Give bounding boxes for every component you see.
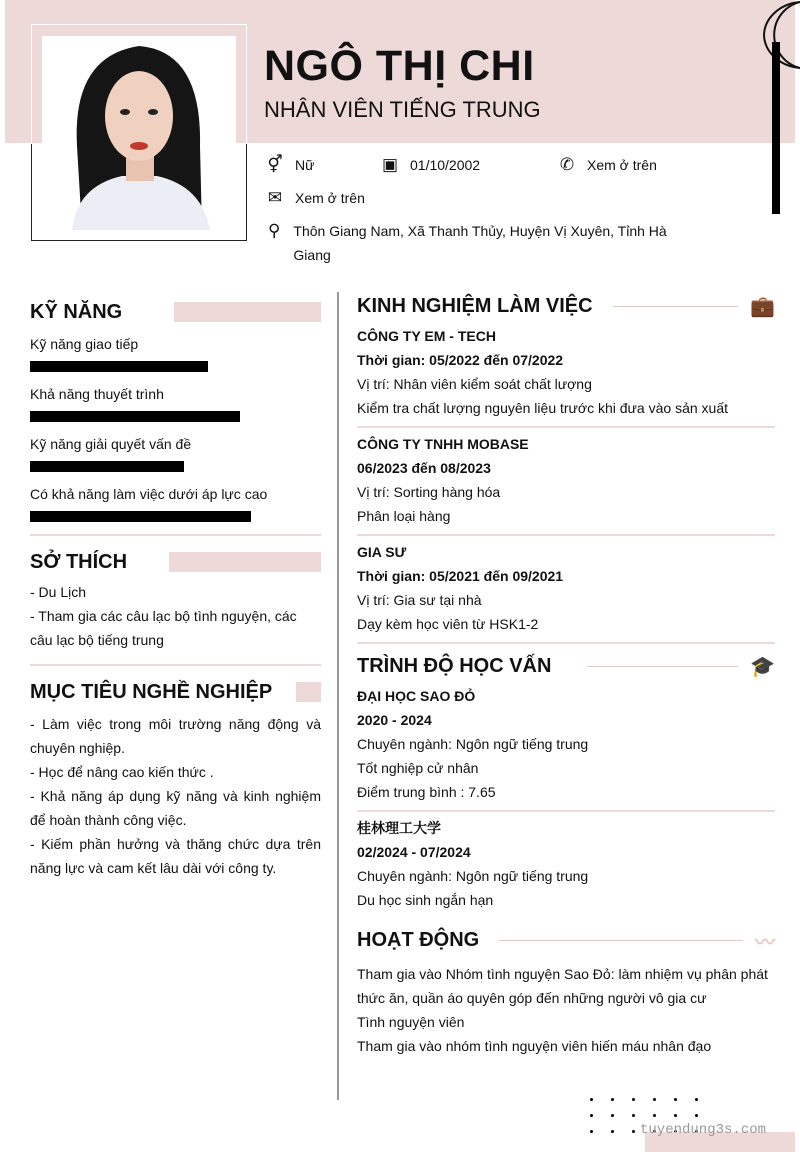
email-value: Xem ở trên <box>295 190 365 206</box>
calendar-icon: ▣ <box>381 155 399 174</box>
title-accent <box>174 302 321 322</box>
decor-circle <box>762 0 800 70</box>
objective-title: MỤC TIÊU NGHỀ NGHIỆP <box>30 680 273 703</box>
entry-divider <box>357 426 775 428</box>
work-description: Phân loại hàng <box>357 508 451 524</box>
company-name: CÔNG TY EM - TECH <box>357 328 496 344</box>
title-accent <box>169 552 321 572</box>
school-name: ĐẠI HỌC SAO ĐỎ <box>357 688 476 704</box>
decor-bar <box>772 42 780 214</box>
education-title: TRÌNH ĐỘ HỌC VẤN <box>357 654 552 677</box>
gender-value: Nữ <box>295 157 315 173</box>
skills-title: KỸ NĂNG <box>30 300 123 323</box>
briefcase-icon: 💼 <box>750 295 775 318</box>
dot <box>674 1114 677 1117</box>
dot <box>590 1114 593 1117</box>
school-name: 桂林理工大学 <box>357 820 441 836</box>
company-name: CÔNG TY TNHH MOBASE <box>357 436 529 452</box>
title-accent <box>296 682 321 702</box>
dot <box>674 1098 677 1101</box>
objective-item: - Khả năng áp dụng kỹ năng và kinh nghiệm để hoàn thành công việc. <box>30 788 321 828</box>
experience-title: KINH NGHIỆM LÀM VIỆC <box>357 294 593 317</box>
title-line <box>499 940 743 941</box>
dot <box>611 1098 614 1101</box>
location-pin-icon: ⚲ <box>267 221 281 240</box>
skill-level-bar <box>30 511 251 522</box>
dob-row <box>380 153 480 177</box>
education-detail: Chuyên ngành: Ngôn ngữ tiếng trung <box>357 868 589 884</box>
left-column <box>30 296 321 880</box>
skill-label: Kỹ năng giải quyết vấn đề <box>30 436 192 452</box>
education-section-title <box>357 650 775 682</box>
envelope-icon: ✉ <box>267 188 283 207</box>
dot <box>590 1130 593 1133</box>
hobbies-title: SỞ THÍCH <box>30 550 128 573</box>
dot <box>695 1098 698 1101</box>
work-period: Thời gian: 05/2021 đến 09/2021 <box>357 568 564 584</box>
gender-icon: ⚥ <box>267 155 283 174</box>
email-row <box>265 186 365 210</box>
skill-label: Khả năng thuyết trình <box>30 386 164 402</box>
entry-divider <box>357 642 775 644</box>
work-position: Vị trí: Gia sư tại nhà <box>357 592 482 608</box>
activity-line: Tham gia vào nhóm tình nguyện viên hiến máu nhân đạo <box>357 1038 712 1054</box>
dot <box>632 1098 635 1101</box>
skill-label: Có khả năng làm việc dưới áp lực cao <box>30 486 268 502</box>
phone-row <box>557 153 657 177</box>
work-period: Thời gian: 05/2022 đến 07/2022 <box>357 352 564 368</box>
objective-item: - Làm việc trong môi trường năng động và chuyên nghiệp. <box>30 716 321 756</box>
dot <box>611 1114 614 1117</box>
objective-item: - Kiếm phần hưởng và thăng chức dựa trên năng lực và cam kết lâu dài với công ty. <box>30 836 321 876</box>
dot <box>632 1114 635 1117</box>
skills-list <box>30 332 321 522</box>
section-divider <box>30 534 321 536</box>
company-name: GIA SƯ <box>357 544 407 560</box>
graduation-cap-icon: 🎓 <box>750 655 775 678</box>
experience-section-title <box>357 290 775 322</box>
activity-line: Tham gia vào Nhóm tình nguyện Sao Đỏ: làm nhiệm vụ phân phát thức ăn, quần áo quyên góp đến những người vô gia cư <box>357 966 768 1006</box>
work-description: Kiểm tra chất lượng nguyên liệu trước khi đưa vào sản xuất <box>357 400 728 416</box>
work-description: Dạy kèm học viên từ HSK1-2 <box>357 616 539 632</box>
objective-item: - Học để nâng cao kiến thức . <box>30 764 214 780</box>
activities-section-title <box>357 924 775 956</box>
activity-line: Tình nguyện viên <box>357 1014 465 1030</box>
dot <box>695 1114 698 1117</box>
hobbies-section-title <box>30 546 321 578</box>
dot <box>653 1114 656 1117</box>
skill-level-bar <box>30 361 208 372</box>
dob-value: 01/10/2002 <box>410 157 481 173</box>
candidate-name: NGÔ THỊ CHI <box>264 42 535 90</box>
gender-row <box>265 153 314 177</box>
address-row <box>265 219 675 267</box>
experience-list <box>357 324 775 644</box>
dot <box>590 1098 593 1101</box>
education-detail: Điểm trung bình : 7.65 <box>357 784 496 800</box>
work-position: Vị trí: Nhân viên kiểm soát chất lượng <box>357 376 592 392</box>
address-value: Thôn Giang Nam, Xã Thanh Thủy, Huyện Vị Xuyên, Tỉnh Hà Giang <box>293 223 667 263</box>
title-line <box>613 306 739 307</box>
education-detail: Du học sinh ngắn hạn <box>357 892 494 908</box>
work-position: Vị trí: Sorting hàng hóa <box>357 484 501 500</box>
dot <box>611 1130 614 1133</box>
entry-divider <box>357 534 775 536</box>
education-detail: Tốt nghiệp cử nhân <box>357 760 479 776</box>
title-line <box>587 666 738 667</box>
entry-divider <box>357 810 775 812</box>
job-title: NHÂN VIÊN TIẾNG TRUNG <box>264 97 541 122</box>
study-period: 02/2024 - 07/2024 <box>357 844 471 860</box>
skill-level-bar <box>30 411 240 422</box>
hobby-item: - Du Lịch <box>30 584 87 600</box>
profile-photo <box>42 36 236 230</box>
phone-icon: ✆ <box>559 155 575 174</box>
watermark: tuyendung3s.com <box>640 1122 767 1138</box>
phone-value: Xem ở trên <box>587 157 657 173</box>
right-column <box>357 290 775 1058</box>
section-divider <box>30 664 321 666</box>
study-period: 2020 - 2024 <box>357 712 432 728</box>
skills-section-title <box>30 296 321 328</box>
skill-level-bar <box>30 461 184 472</box>
heartbeat-icon: 〰 <box>755 931 775 954</box>
dot <box>653 1098 656 1101</box>
education-detail: Chuyên ngành: Ngôn ngữ tiếng trung <box>357 736 589 752</box>
activities-title: HOẠT ĐỘNG <box>357 928 480 951</box>
hobby-item: - Tham gia các câu lạc bộ tình nguyện, các câu lạc bộ tiếng trung <box>30 608 297 648</box>
dot <box>632 1130 635 1133</box>
objective-section-title <box>30 676 321 708</box>
column-divider <box>337 292 339 1100</box>
work-period: 06/2023 đến 08/2023 <box>357 460 491 476</box>
skill-label: Kỹ năng giao tiếp <box>30 336 139 352</box>
education-list <box>357 684 775 912</box>
